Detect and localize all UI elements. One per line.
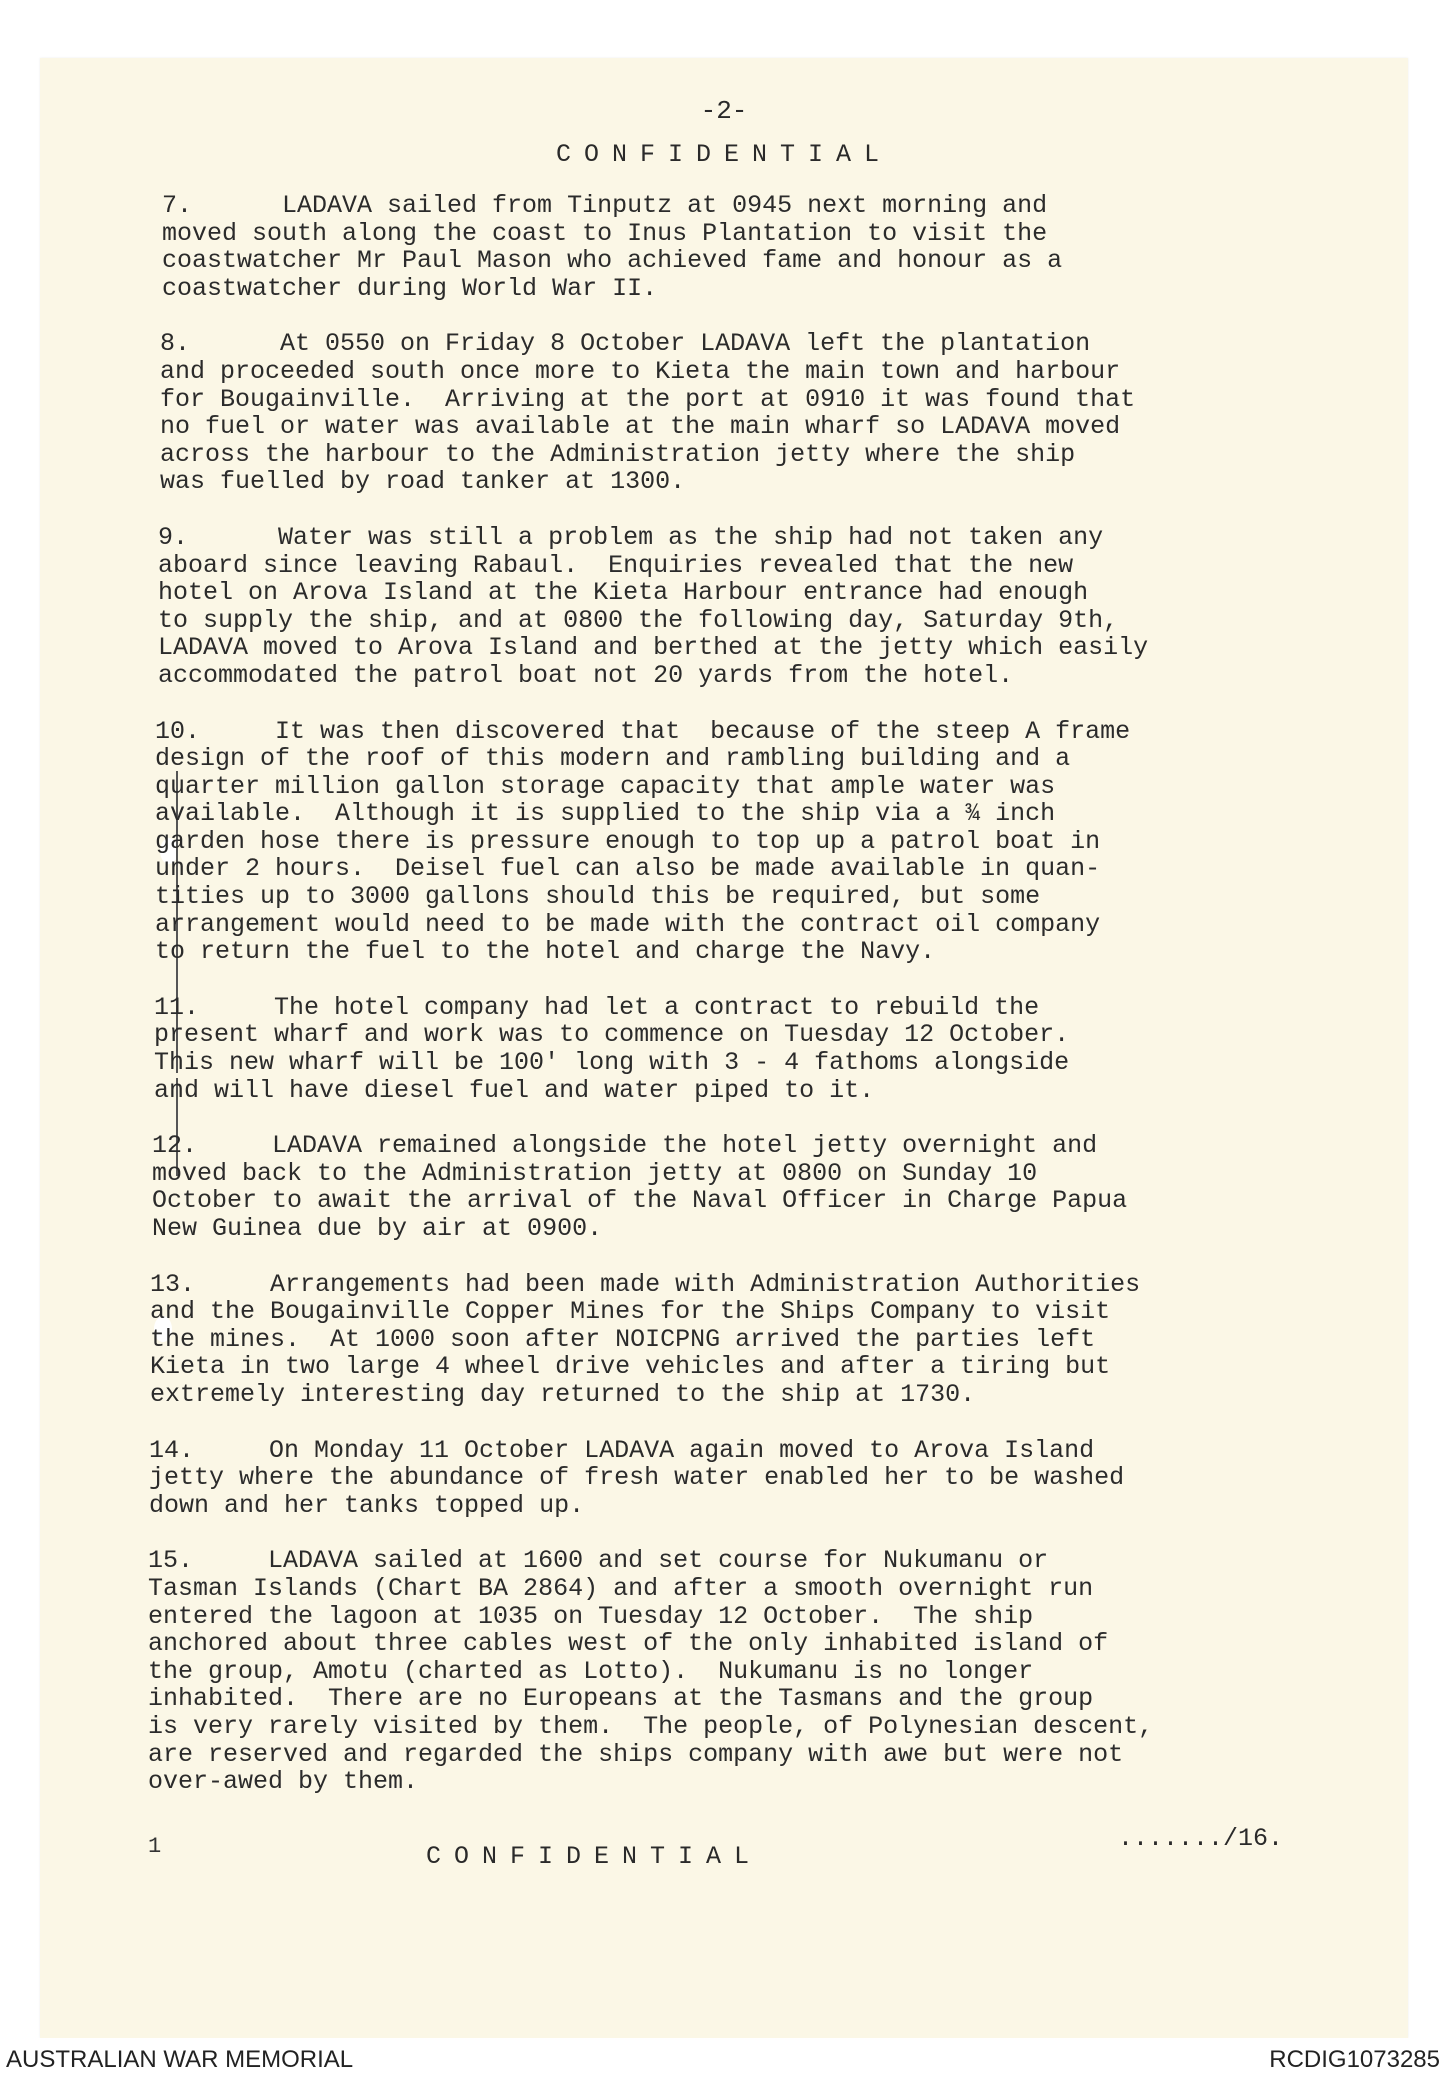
classification-header: CONFIDENTIAL — [555, 140, 893, 169]
continuation-reference: ......./16. — [1118, 1824, 1284, 1853]
paragraph-15: 15. LADAVA sailed at 1600 and set course for Nukumanu or Tasman Islands (Chart BA 2864) and after a smooth overnight run entered the lagoon at 1035 on Tuesday 12 October. The ship anchored about three cables west of the only inhabited island of the group, Amotu (charted as Lotto). Nukumanu is no longer inhabited. There are no Europeans at the Tasmans and the group is very rarely visited by them. The people, of Polynesian descent, are reserved and regarded the ships company with awe but were not over-awed by them. — [148, 1546, 1154, 1797]
page-number: -2- — [700, 96, 748, 126]
item-id: RCDIG1073285 — [1269, 2046, 1440, 2073]
paragraph-7: 7. LADAVA sailed from Tinputz at 0945 next morning and moved south along the coast to Inus Plantation to visit the coastwatcher Mr Paul Mason who achieved fame and honour as a coastwatcher during World War II. — [162, 191, 1063, 303]
document-body — [148, 191, 1302, 1824]
footer-left-mark: 1 — [148, 1834, 162, 1859]
paragraph-12: 12. LADAVA remained alongside the hotel jetty overnight and moved back to the Administration jetty at 0800 on Sunday 10 October to await the arrival of the Naval Officer in Charge Papua New Guinea due by air at 0900. — [152, 1131, 1128, 1243]
paragraph-8: 8. At 0550 on Friday 8 October LADAVA left the plantation and proceeded south once more to Kieta the main town and harbour for Bougainville. Arriving at the port at 0910 it was found that no fuel or water was available at the main wharf so LADAVA moved across the harbour to the Administration jetty where the ship was fuelled by road tanker at 1300. — [160, 329, 1136, 497]
archive-caption-bar — [0, 2038, 1448, 2081]
paragraph-10: 10. It was then discovered that because of the steep A frame design of the roof of this modern and rambling building and a quarter million gallon storage capacity that ample water was available. Although it is supplied to the ship via a ¾ inch garden hose there is pressure enough to top up a patrol boat in under 2 hours. Deisel fuel can also be made available in quan- tities up to 3000 gallons should this be required, but some arrangement would need to be made with the contract oil company to return the fuel to the hotel and charge the Navy. — [155, 716, 1131, 967]
paragraph-14: 14. On Monday 11 October LADAVA again moved to Arova Island jetty where the abundance of fresh water enabled her to be washed down and her tanks topped up. — [149, 1435, 1125, 1520]
institution-name: AUSTRALIAN WAR MEMORIAL — [6, 2046, 354, 2073]
paragraph-13: 13. Arrangements had been made with Administration Authorities and the Bougainville Copper Mines for the Ships Company to visit the mines. At 1000 soon after NOICPNG arrived the parties left Kieta in two large 4 wheel drive vehicles and after a tiring but extremely interesting day returned to the ship at 1730. — [150, 1269, 1141, 1409]
paragraph-9: 9. Water was still a problem as the ship had not taken any aboard since leaving Rabaul. Enquiries revealed that the new hotel on Arova Island at the Kieta Harbour entrance had enough to supply the ship, and at 0800 the following day, Saturday 9th, LADAVA moved to Arova Island and berthed at the jetty which easily accommodated the patrol boat not 20 yards from the hotel. — [158, 522, 1149, 690]
paragraph-11: 11. The hotel company had let a contract to rebuild the present wharf and work was to commence on Tuesday 12 October. This new wharf will be 100' long with 3 - 4 fathoms alongside and will have diesel fuel and water piped to it. — [154, 992, 1070, 1105]
classification-footer: CONFIDENTIAL — [425, 1842, 763, 1871]
